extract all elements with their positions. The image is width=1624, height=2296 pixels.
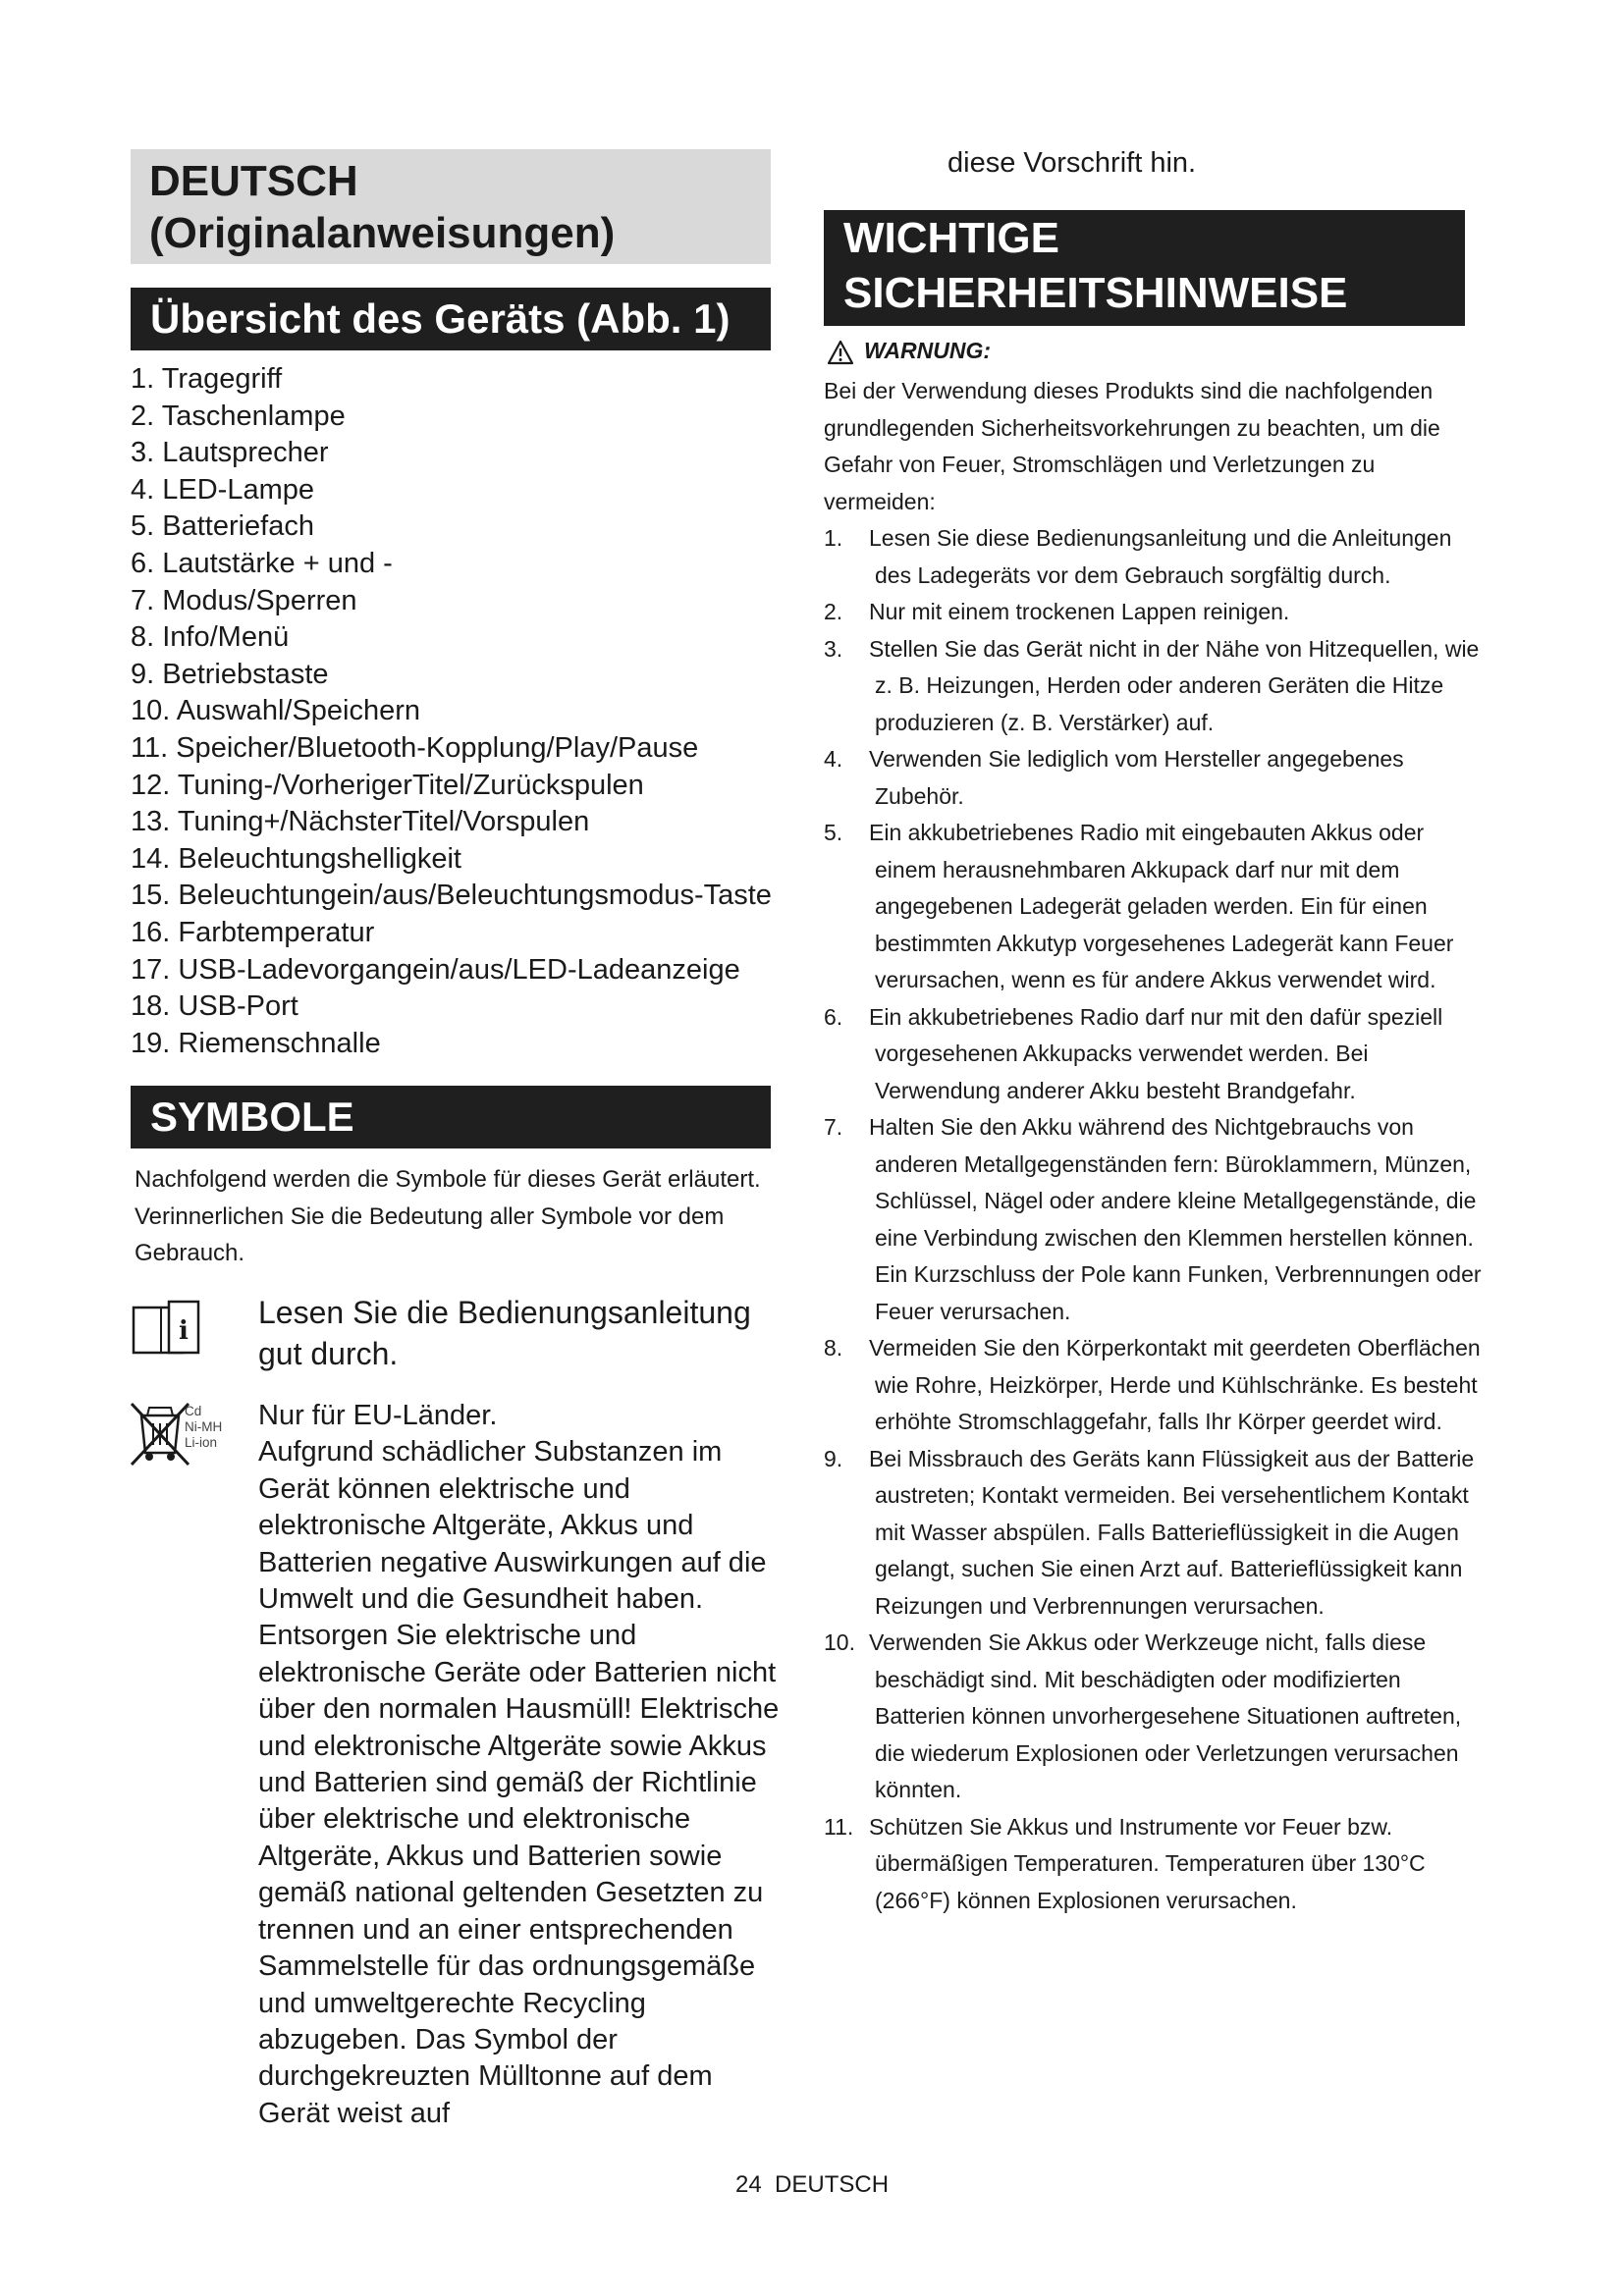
safety-item-text: Halten Sie den Akku während des Nichtgebrauchs von anderen Metallgegenständen fern: Büroklammern, Münzen, Schlüssel, Nägel oder andere kleine Metallgegenstände, die eine Verbindung zwischen den Klemmen herstellen können. Ein Kurzschluss der Pole kann Funken, Verbrennungen oder Feuer verursachen.	[869, 1114, 1482, 1324]
battery-type-label: Ni-MH	[185, 1419, 223, 1434]
safety-item-text: Stellen Sie das Gerät nicht in der Nähe von Hitzequellen, wie z. B. Heizungen, Herden oder anderen Geräten die Hitze produzieren (z. B. Verstärker) auf.	[869, 635, 1480, 735]
battery-type-labels	[185, 1404, 222, 1451]
page-number: 24	[734, 2171, 762, 2198]
overview-item: 3. Lautsprecher	[131, 437, 329, 469]
safety-item	[824, 1441, 1482, 1626]
overview-item: 18. USB-Port	[131, 990, 298, 1023]
original-instructions-subtitle: (Originalanweisungen)	[149, 209, 616, 257]
overview-item: 14. Beleuchtungshelligkeit	[131, 842, 461, 875]
safety-item-number: 8.	[824, 1335, 843, 1361]
overview-item: 15. Beleuchtungein/aus/Beleuchtungsmodus-Taste	[131, 880, 772, 912]
safety-item-text: Ein akkubetriebenes Radio darf nur mit den dafür speziell vorgesehenen Akkupacks verwendet werden. Bei Verwendung anderer Akku besteht Brandgefahr.	[869, 1003, 1443, 1103]
safety-item-text: Verwenden Sie Akkus oder Werkzeuge nicht, falls diese beschädigt sind. Mit beschädigten oder modifizierten Batterien können unvorhergesehene Situationen auftreten, die wiederum Explosionen oder Verletzungen verursachen könnten.	[869, 1629, 1462, 1802]
battery-type-label: Cd	[185, 1404, 202, 1418]
overview-item: 11. Speicher/Bluetooth-Kopplung/Play/Pause	[131, 731, 699, 764]
safety-item	[824, 815, 1482, 999]
symbols-heading-text: SYMBOLE	[150, 1094, 354, 1140]
overview-item: 4. LED-Lampe	[131, 473, 314, 506]
safety-item	[824, 999, 1482, 1110]
safety-item-number: 7.	[824, 1114, 843, 1140]
battery-type-label: Li-ion	[185, 1435, 218, 1450]
safety-item	[824, 631, 1482, 742]
safety-heading-line-1: WICHTIGE	[843, 214, 1059, 262]
safety-item	[824, 594, 1482, 631]
safety-item-number: 5.	[824, 820, 843, 845]
safety-item	[824, 1625, 1482, 1809]
safety-item-number: 9.	[824, 1445, 843, 1471]
safety-item-number: 4.	[824, 746, 843, 772]
safety-heading-line-2: SICHERHEITSHINWEISE	[843, 269, 1348, 317]
read-manual-text: Lesen Sie die Bedienungsanleitung gut durch.	[258, 1295, 751, 1371]
safety-item-text: Verwenden Sie lediglich vom Hersteller angegebenes Zubehör.	[869, 746, 1404, 809]
svg-text:i: i	[179, 1316, 189, 1346]
safety-item-text: Bei Missbrauch des Geräts kann Flüssigkeit aus der Batterie austreten; Kontakt vermeiden. Bei versehentlichem Kontakt mit Wasser abspülen. Falls Batterieflüssigkeit in die Augen gelangt, suchen Sie einen Arzt auf. Batterieflüssigkeit kann Reizungen und Verbrennungen verursachen.	[869, 1445, 1475, 1619]
overview-item: 7. Modus/Sperren	[131, 584, 357, 616]
safety-item-text: Schützen Sie Akkus und Instrumente vor Feuer bzw. übermäßigen Temperaturen. Temperaturen über 130°C (266°F) können Explosionen verursachen.	[869, 1813, 1426, 1913]
overview-item: 13. Tuning+/NächsterTitel/Vorspulen	[131, 806, 590, 838]
safety-item-number: 1.	[824, 525, 843, 551]
overview-item: 12. Tuning-/VorherigerTitel/Zurückspulen	[131, 769, 644, 801]
safety-item-number: 3.	[824, 635, 843, 662]
overview-list	[131, 361, 779, 1062]
overview-item: 19. Riemenschnalle	[131, 1027, 381, 1059]
overview-item: 1. Tragegriff	[131, 363, 283, 395]
overview-item: 6. Lautstärke + und -	[131, 547, 393, 579]
eu-disposal-title: Nur für EU-Länder.	[258, 1400, 498, 1431]
safety-heading	[824, 210, 1465, 326]
overview-item: 17. USB-Ladevorgangein/aus/LED-Ladeanzeige	[131, 953, 740, 986]
safety-item-text: Ein akkubetriebenes Radio mit eingebauten Akkus oder einem herausnehmbaren Akkupack darf nur mit dem angegebenen Ladegerät geladen werden. Ein für einen bestimmten Akkutyp vorgesehenes Ladegerät kann Feuer verursachen, wenn es für andere Akkus verwendet wird.	[869, 820, 1454, 992]
overview-item: 9. Betriebstaste	[131, 658, 329, 690]
page-footer	[0, 2171, 1624, 2199]
symbols-intro: Nachfolgend werden die Symbole für dieses Gerät erläutert. Verinnerlichen Sie die Bedeutung aller Symbole vor dem Gebrauch.	[135, 1166, 761, 1266]
overview-heading	[131, 288, 771, 350]
safety-item	[824, 1109, 1482, 1330]
safety-item	[824, 741, 1482, 815]
safety-item-text: Lesen Sie diese Bedienungsanleitung und die Anleitungen des Ladegeräts vor dem Gebrauch sorgfältig durch.	[869, 525, 1452, 588]
overview-item: 8. Info/Menü	[131, 621, 290, 654]
safety-item	[824, 1330, 1482, 1441]
warning-triangle-icon	[827, 340, 854, 365]
symbols-heading	[131, 1086, 771, 1148]
safety-item-number: 6.	[824, 1003, 843, 1030]
warning-intro: Bei der Verwendung dieses Produkts sind die nachfolgenden grundlegenden Sicherheitsvorkehrungen zu beachten, um die Gefahr von Feuer, Stromschlägen und Verletzungen zu vermeiden:	[824, 378, 1440, 514]
warning-label: WARNUNG:	[864, 338, 992, 363]
eu-disposal-body: Aufgrund schädlicher Substanzen im Gerät können elektrische und elektronische Altgeräte, Akkus und Batterien negative Auswirkungen auf die Umwelt und die Gesundheit haben. Entsorgen Sie elektrische und elektronische Geräte oder Batterien nicht über den normalen Hausmüll! Elektrische und elektronische Altgeräte sowie Akkus und Batterien sind gemäß der Richtlinie über elektrische und elektronische Altgeräte, Akkus und Batterien sowie gemäß national geltenden Gesetzten zu trennen und an einer entsprechenden Sammelstelle für das ordnungsgemäße und umweltgerechte Recycling abzugeben. Das Symbol der durchgekreuzten Mülltonne auf dem Gerät weist auf	[258, 1436, 780, 2129]
overview-item: 16. Farbtemperatur	[131, 916, 375, 948]
overview-item: 2. Taschenlampe	[131, 400, 346, 432]
safety-item-text: Vermeiden Sie den Körperkontakt mit geerdeten Oberflächen wie Rohre, Heizkörper, Herde und Kühlschränke. Es besteht erhöhte Stromschlaggefahr, falls Ihr Körper geerdet wird.	[869, 1335, 1481, 1434]
safety-item-text: Nur mit einem trockenen Lappen reinigen.	[869, 599, 1290, 624]
safety-item-number: 2.	[824, 599, 843, 624]
overview-item: 10. Auswahl/Speichern	[131, 695, 421, 727]
eu-disposal-text	[258, 1398, 788, 2132]
safety-list	[824, 520, 1482, 1919]
safety-item	[824, 520, 1482, 594]
safety-item-number: 11.	[824, 1813, 854, 1840]
safety-item	[824, 1809, 1482, 1920]
overview-item: 5. Batteriefach	[131, 510, 314, 543]
overview-heading-text: Übersicht des Geräts (Abb. 1)	[150, 295, 731, 342]
safety-item-number: 10.	[824, 1629, 855, 1655]
continued-text: diese Vorschrift hin.	[947, 147, 1197, 179]
language-title: DEUTSCH	[149, 157, 358, 205]
footer-language: DEUTSCH	[775, 2171, 890, 2198]
read-manual-icon	[132, 1298, 204, 1357]
